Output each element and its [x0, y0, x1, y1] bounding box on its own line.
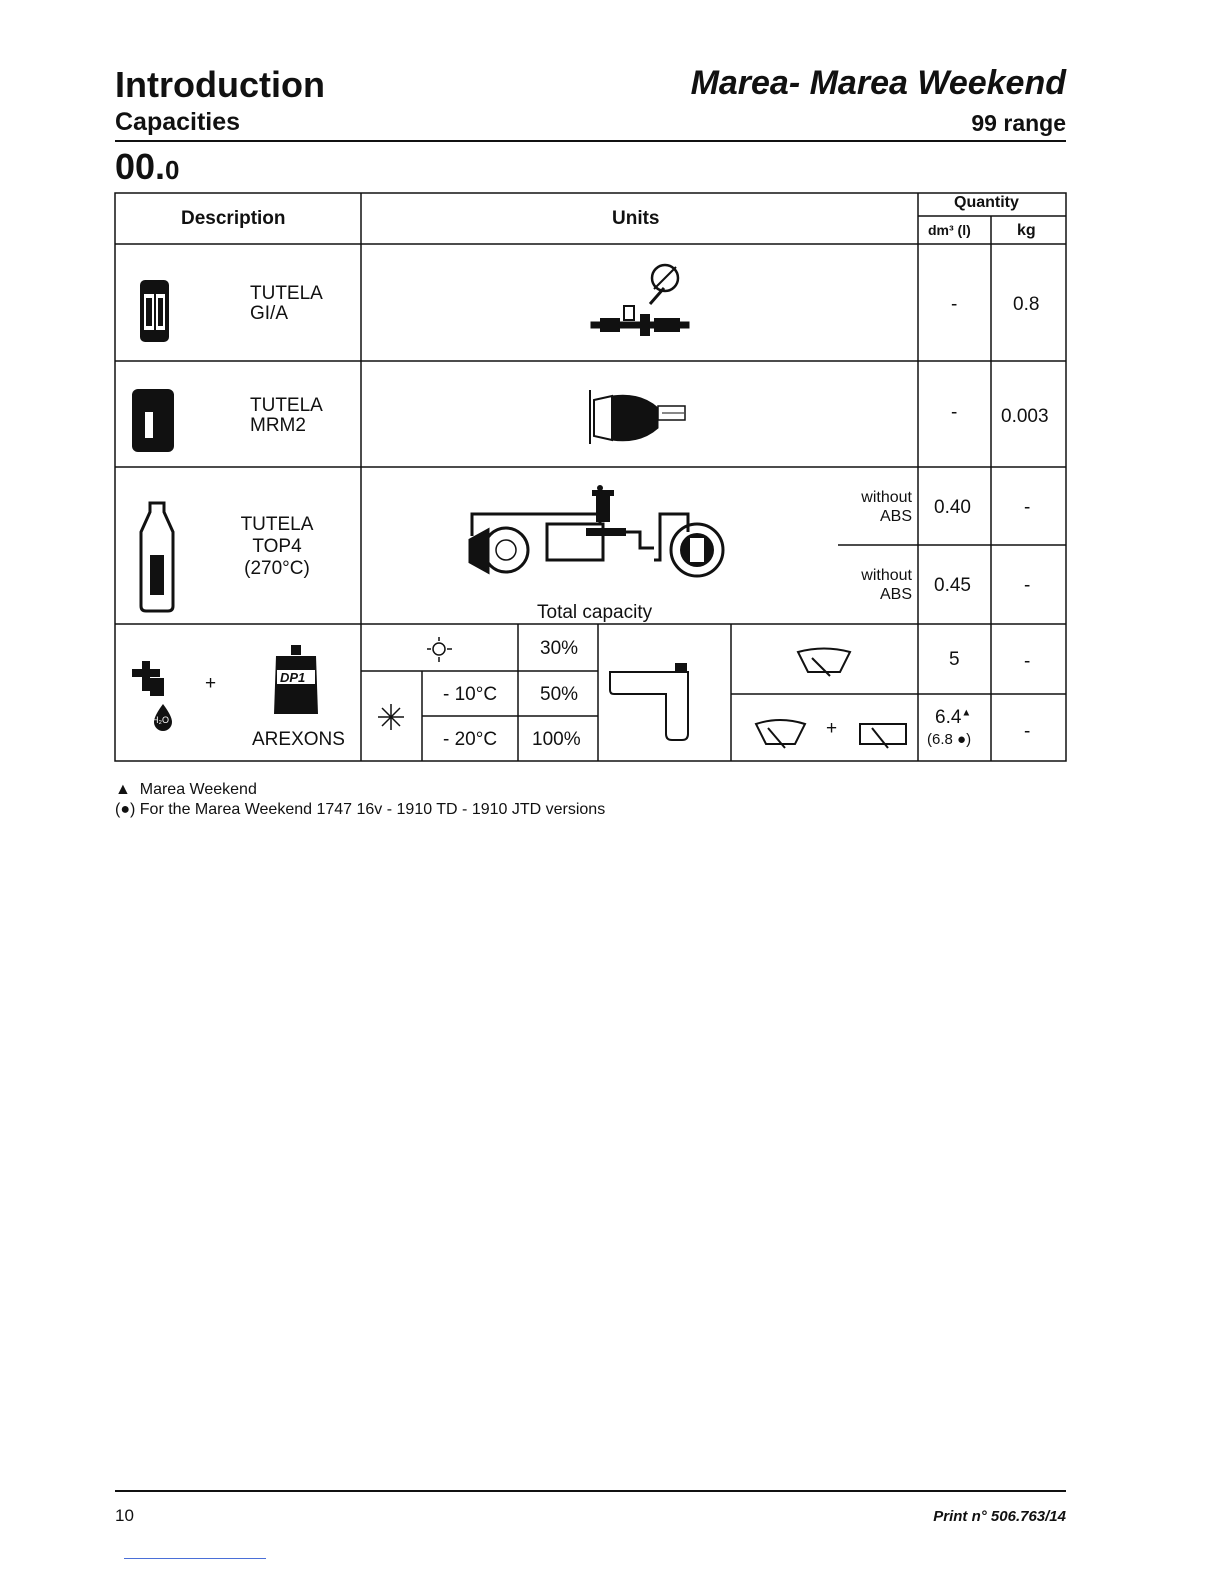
snowflake-icon: [378, 704, 404, 730]
dp1-label: DP1: [280, 670, 306, 685]
row3-line3: (270°C): [244, 558, 310, 579]
grease-tin-icon: [132, 389, 174, 452]
front-washer-icon: [798, 649, 850, 677]
winter2-pct: 100%: [532, 729, 581, 750]
print-number: Print n° 506.763/14: [933, 1508, 1066, 1525]
brake-circuit-icon: [470, 485, 723, 576]
row4-product: AREXONS: [252, 729, 345, 750]
col-quantity: Quantity: [954, 194, 1019, 211]
footnote-text: For the Marea Weekend 1747 16v - 1910 TD - 1910 JTD versions: [139, 801, 606, 818]
row3a-dm3: 0.40: [934, 497, 971, 518]
row3b-dm3: 0.45: [934, 575, 971, 596]
both-alt: (6.8 ●): [927, 731, 972, 748]
steering-rack-icon: [591, 265, 689, 336]
row3a-abs: ABS: [879, 508, 912, 525]
row3a-without: without: [861, 489, 912, 506]
rear-washer-icon: [860, 724, 906, 748]
col-kg: kg: [1017, 222, 1036, 239]
footnote: [115, 800, 605, 820]
col-units: Units: [612, 208, 660, 229]
both-kg: -: [1024, 721, 1031, 742]
row3b-abs: ABS: [879, 586, 912, 603]
both-dm3: [935, 707, 971, 729]
footnote: [115, 780, 605, 800]
winter1-temp: - 10°C: [443, 684, 498, 705]
page-number: 10: [115, 1506, 134, 1525]
row3b-kg: -: [1024, 575, 1031, 596]
washer-tank-icon: [610, 664, 688, 740]
brake-fluid-bottle-icon: [141, 503, 173, 611]
row1-line1: TUTELA: [250, 283, 323, 304]
sun-icon: [427, 637, 452, 662]
water-label: H₂O: [152, 715, 169, 725]
footnote-marker: (●): [115, 801, 136, 818]
footnote-marker: ▲: [115, 781, 131, 798]
row2-dm3: -: [951, 402, 958, 423]
row3a-kg: -: [1024, 497, 1031, 518]
row3b-without: without: [861, 567, 912, 584]
section-suffix: 0: [165, 155, 180, 185]
row3-line1: TUTELA: [240, 514, 314, 535]
row1-kg: 0.8: [1013, 294, 1040, 315]
footnote-text: Marea Weekend: [139, 781, 257, 798]
row4-plus: +: [205, 673, 217, 694]
front-washer-icon-2: [756, 720, 805, 748]
washer-plus: +: [826, 718, 838, 739]
row2-line1: TUTELA: [250, 395, 323, 416]
page-title: Introduction: [115, 64, 325, 105]
row2-kg: 0.003: [1001, 406, 1049, 427]
page-subtitle: Capacities: [115, 108, 241, 136]
winter2-temp: - 20°C: [443, 729, 498, 750]
range-label: 99 range: [971, 110, 1066, 136]
row2-line2: MRM2: [250, 415, 306, 436]
section-main: 00.: [115, 146, 166, 187]
winter1-pct: 50%: [540, 684, 579, 705]
cv-joint-icon: [590, 390, 685, 444]
col-dm3: dm³ (l): [928, 222, 971, 238]
both-dm3-marker: ▲: [961, 707, 972, 719]
footnotes: [115, 780, 605, 820]
both-dm3-value: 6.4: [935, 707, 962, 728]
front-kg: -: [1024, 651, 1031, 672]
total-capacity-label: Total capacity: [537, 602, 653, 623]
row3-line2: TOP4: [252, 536, 302, 557]
footer-link-line: [124, 1558, 266, 1559]
col-description: Description: [181, 208, 286, 229]
front-dm3: 5: [949, 649, 960, 670]
row1-line2: GI/A: [250, 303, 289, 324]
summer-pct: 30%: [540, 638, 579, 659]
model-title: Marea- Marea Weekend: [690, 64, 1066, 102]
footer-rule: [115, 1490, 1066, 1492]
grease-can-icon: [140, 280, 169, 342]
row1-dm3: -: [951, 294, 958, 315]
